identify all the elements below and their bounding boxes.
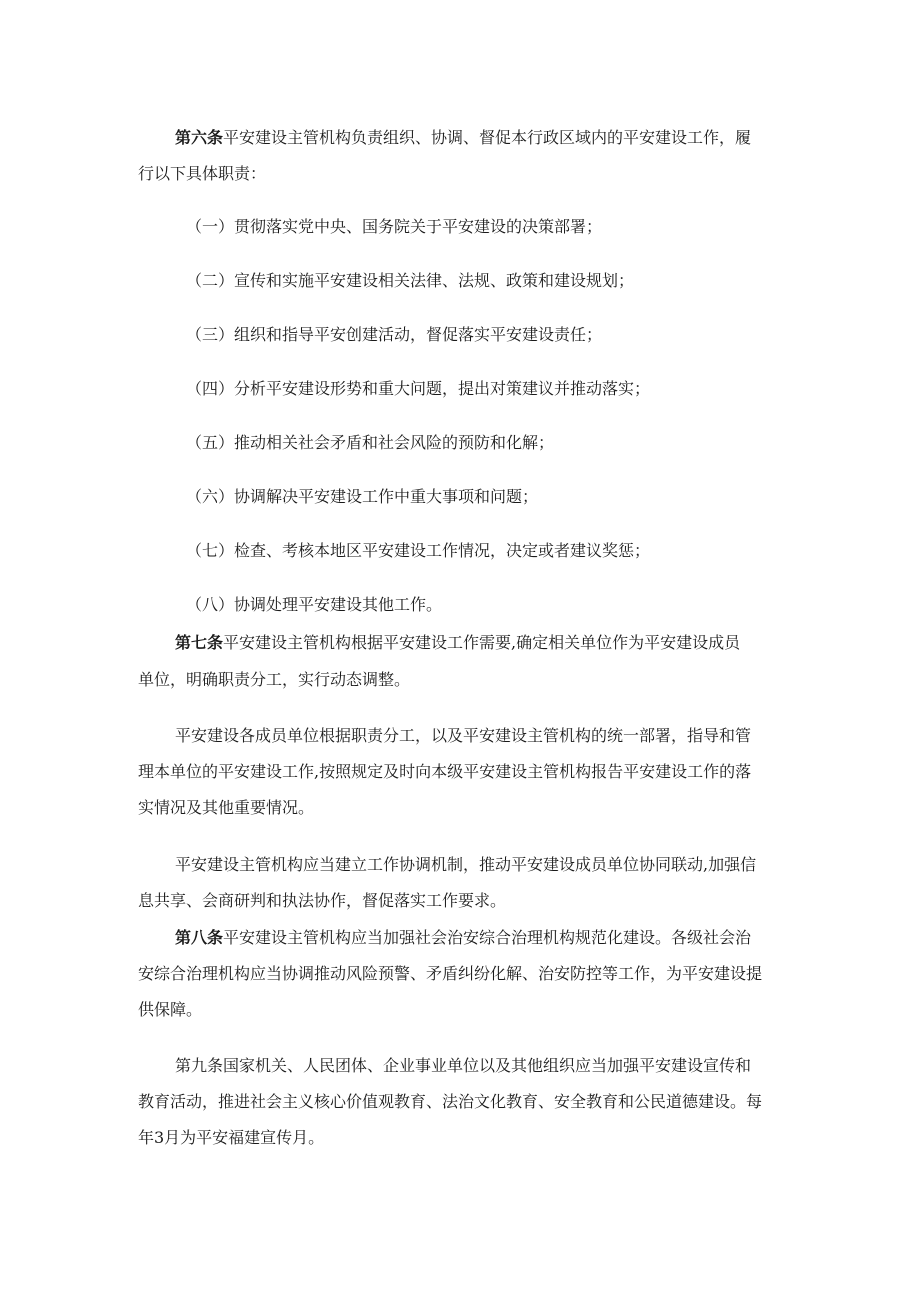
article-6-label: 第六条 — [175, 128, 224, 147]
article-6-item-1: （一）贯彻落实党中央、国务院关于平安建设的决策部署； — [186, 217, 603, 236]
article-8-text: 平安建设主管机构应当加强社会治安综合治理机构规范化建设。各级社会治 — [223, 928, 752, 947]
article-9-line-3: 年3月为平安福建宣传月。 — [138, 1128, 325, 1147]
article-6-line-1 — [175, 127, 751, 149]
article-7-p2-line-3: 实情况及其他重要情况。 — [138, 798, 315, 817]
article-6-item-8: （八）协调处理平安建设其他工作。 — [186, 595, 443, 614]
article-6-item-6: （六）协调解决平安建设工作中重大事项和问题； — [186, 487, 539, 506]
article-6-item-3: （三）组织和指导平安创建活动，督促落实平安建设责任； — [186, 325, 603, 344]
article-7-p2-line-2: 理本单位的平安建设工作,按照规定及时向本级平安建设主管机构报告平安建设工作的落 — [138, 762, 752, 781]
article-7-p3-line-2: 息共享、会商研判和执法协作，督促落实工作要求。 — [138, 891, 507, 910]
article-6-item-4: （四）分析平安建设形势和重大问题，提出对策建议并推动落实； — [186, 379, 651, 398]
article-9-line-1: 第九条国家机关、人民团体、企业事业单位以及其他组织应当加强平安建设宣传和 — [175, 1056, 752, 1075]
article-6-text: 平安建设主管机构负责组织、协调、督促本行政区域内的平安建设工作，履 — [223, 128, 752, 147]
article-6-line-2: 行以下具体职责： — [138, 164, 267, 183]
article-7-text: 平安建设主管机构根据平安建设工作需要,确定相关单位作为平安建设成员 — [223, 633, 741, 652]
article-7-line-1 — [175, 632, 740, 654]
article-8-line-2: 安综合治理机构应当协调推动风险预警、矛盾纠纷化解、治安防控等工作，为平安建设提 — [138, 964, 763, 983]
article-6-item-5: （五）推动相关社会矛盾和社会风险的预防和化解； — [186, 433, 555, 452]
article-6-item-2: （二）宣传和实施平安建设相关法律、法规、政策和建设规划； — [186, 271, 635, 290]
article-7-label: 第七条 — [175, 633, 224, 652]
article-7-line-2: 单位，明确职责分工，实行动态调整。 — [138, 670, 411, 689]
article-8-line-3: 供保障。 — [138, 1000, 203, 1019]
article-8-label: 第八条 — [175, 928, 224, 947]
article-7-p2-line-1: 平安建设各成员单位根据职责分工，以及平安建设主管机构的统一部署，指导和管 — [175, 726, 752, 745]
article-9-line-2: 教育活动，推进社会主义核心价值观教育、法治文化教育、安全教育和公民道德建设。每 — [138, 1092, 763, 1111]
article-6-item-7: （七）检查、考核本地区平安建设工作情况，决定或者建议奖惩； — [186, 541, 651, 560]
article-8-line-1 — [175, 927, 751, 949]
article-7-p3-line-1: 平安建设主管机构应当建立工作协调机制，推动平安建设成员单位协同联动,加强信 — [175, 855, 757, 874]
